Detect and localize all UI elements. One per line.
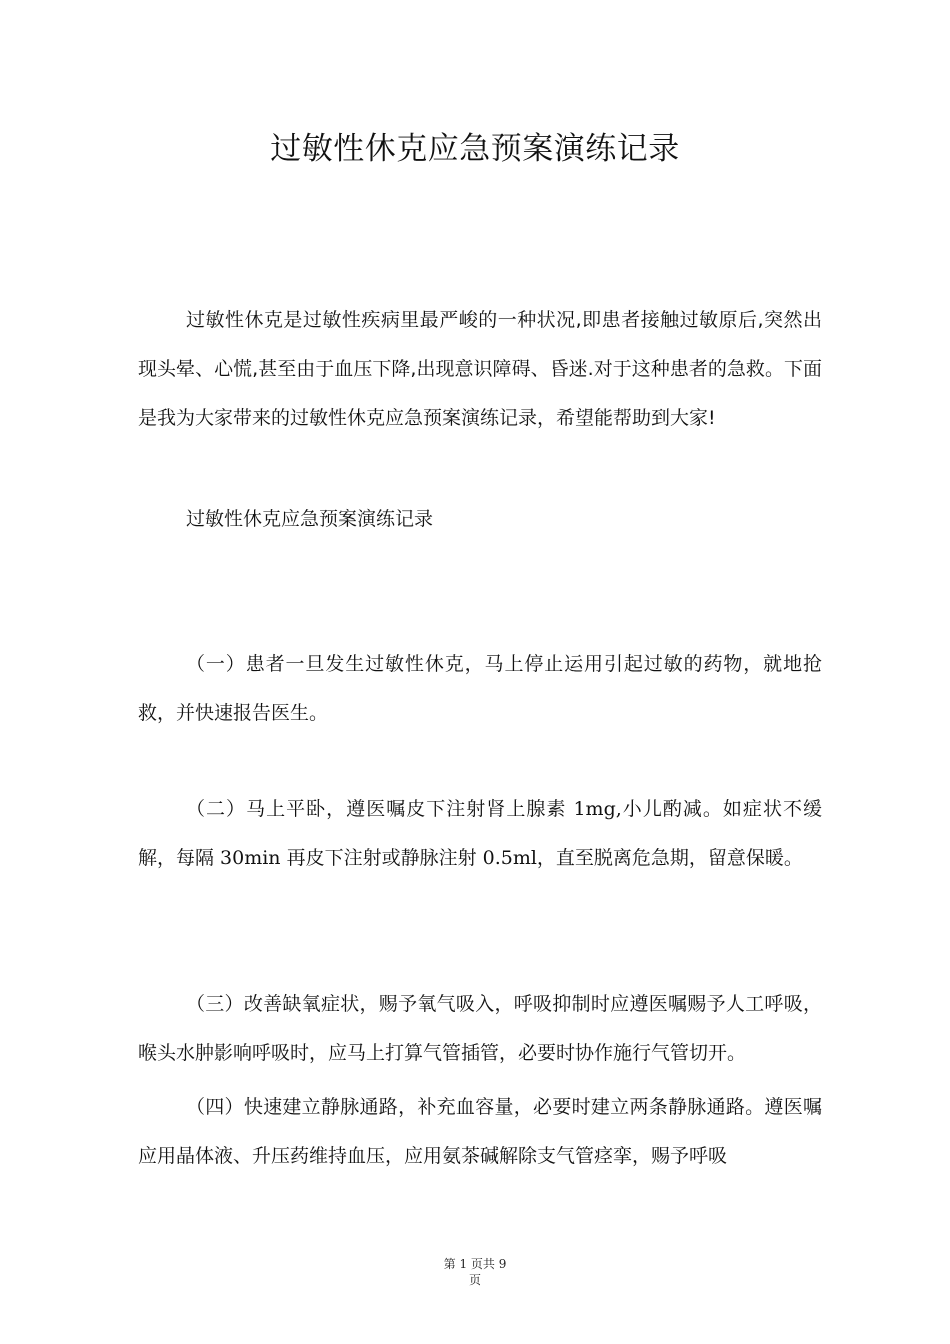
section-heading: 过敏性休克应急预案演练记录 — [186, 508, 434, 530]
step-4-paragraph: （四）快速建立静脉通路，补充血容量，必要时建立两条静脉通路。遵医嘱应用晶体液、升压药维持血压，应用氨茶碱解除支气管痉挛，赐予呼吸 — [138, 1096, 822, 1167]
page-number-line-2: 页 — [468, 1273, 481, 1287]
intro-paragraph: 过敏性休克是过敏性疾病里最严峻的一种状况,即患者接触过敏原后,突然出现头晕、心慌,甚至由于血压下降,出现意识障碍、昏迷.对于这种患者的急救。下面是我为大家带来的过敏性休克应急预案演练记录，希望能帮助到大家! — [138, 309, 822, 429]
step-2-paragraph: （二）马上平卧，遵医嘱皮下注射肾上腺素 1mg,小儿酌减。如症状不缓解，每隔 30min 再皮下注射或静脉注射 0.5ml，直至脱离危急期，留意保暖。 — [138, 798, 822, 869]
page-number-line-1: 第 1 页共 9 — [443, 1257, 507, 1271]
document-title: 过敏性休克应急预案演练记录 — [270, 130, 680, 167]
step-1-paragraph: （一）患者一旦发生过敏性休克，马上停止运用引起过敏的药物，就地抢救，并快速报告医生。 — [138, 653, 822, 724]
step-3-paragraph: （三）改善缺氧症状，赐予氧气吸入，呼吸抑制时应遵医嘱赐予人工呼吸，喉头水肿影响呼吸时，应马上打算气管插管，必要时协作施行气管切开。 — [138, 993, 822, 1064]
page-footer — [0, 1256, 950, 1288]
